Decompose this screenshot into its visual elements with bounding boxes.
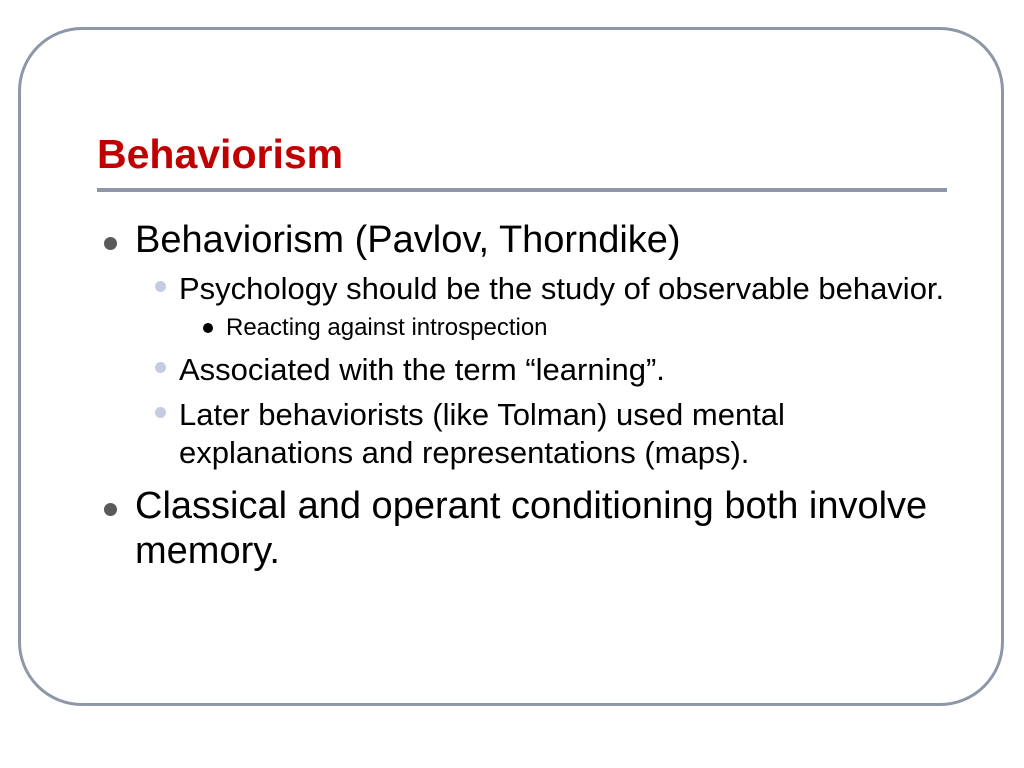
sub-bullet-item — [95, 351, 945, 389]
bullet-dot-icon — [155, 362, 166, 373]
sub-bullet-item — [95, 396, 945, 472]
bullet-text: Behaviorism (Pavlov, Thorndike) — [135, 219, 681, 261]
bullet-item — [95, 218, 945, 263]
bullet-dot-icon — [155, 281, 166, 292]
bullet-text: Associated with the term “learning”. — [179, 352, 665, 387]
sub-bullet-item — [95, 270, 945, 308]
bullet-item — [95, 484, 945, 574]
bullet-dot-icon — [155, 407, 166, 418]
bullet-text: Psychology should be the study of observable behavior. — [179, 271, 945, 306]
title-divider — [97, 188, 947, 192]
slide-title: Behaviorism — [97, 131, 344, 177]
bullet-text: Later behaviorists (like Tolman) used mental explanations and representations (maps). — [179, 397, 785, 470]
bullet-text: Reacting against introspection — [226, 314, 548, 341]
bullet-dot-icon — [104, 503, 117, 516]
sub-sub-bullet-item — [95, 312, 945, 344]
bullet-list — [95, 218, 945, 580]
bullet-dot-icon — [203, 323, 213, 333]
bullet-dot-icon — [104, 237, 117, 250]
bullet-text: Classical and operant conditioning both involve memory. — [135, 485, 928, 572]
